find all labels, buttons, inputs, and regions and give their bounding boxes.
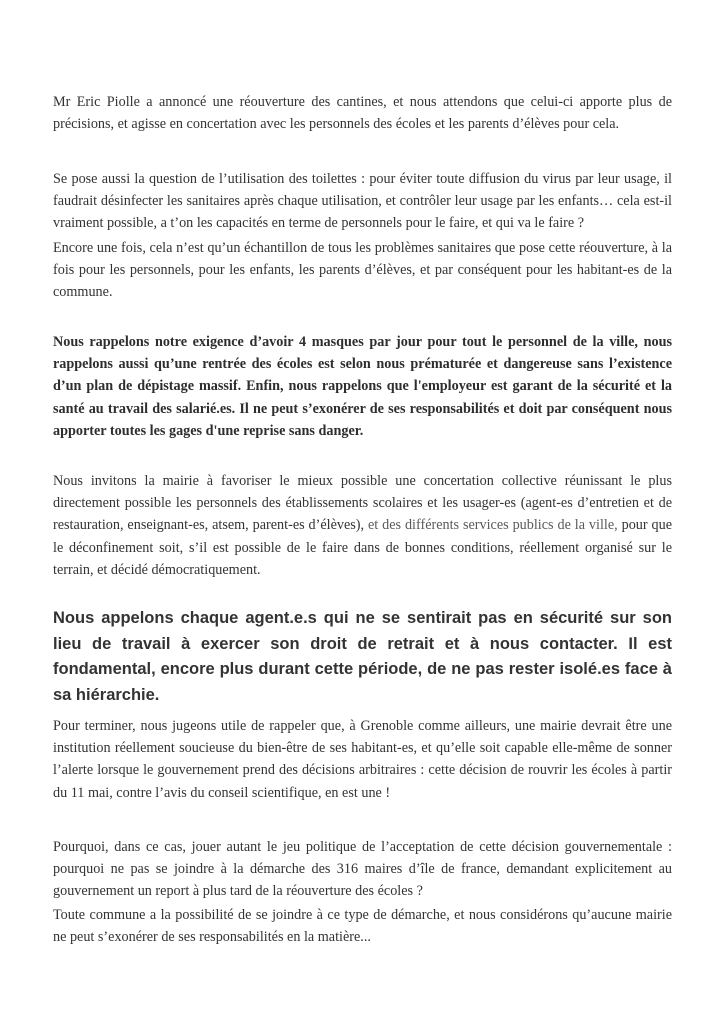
paragraph-pourquoi: Pourquoi, dans ce cas, jouer autant le jeu politique de l’acceptation de cette décision gouvernementale : pourquoi ne pas se joindre à la démarche des 316 maires d’île de france, demandant explicitement au gouvernement un report à plus tard de la réouverture des écoles ? xyxy=(53,839,672,900)
paragraph-concertation-end: pour que le déconfinement soit, s’il est possible de le faire dans de bonnes conditions, réellement organisé sur le terrain, et décidé démocratiquement. xyxy=(53,517,672,578)
paragraph-concertation-start: Nous invitons la mairie à favoriser le mieux possible une concertation collective réunissant le plus directement possible les personnels des établissements scolaires et les usager-es (agent-es d’entretien et de restauration, enseignant-es, atsem, parent-es d’élèves), xyxy=(53,473,672,534)
paragraph-droit-retrait: Nous appelons chaque agent.e.s qui ne se sentirait pas en sécurité sur son lieu de travail à exercer son droit de retrait et à nous contacter. Il est fondamental, encore plus durant cette période, de ne pas rester isolé.es face à sa hiérarchie. xyxy=(53,609,672,704)
paragraph-toute-commune: Toute commune a la possibilité de se joindre à ce type de démarche, et nous considérons qu’aucune mairie ne peut s’exonérer de ses responsabilités en la matière... xyxy=(53,907,672,946)
paragraph-toilettes: Se pose aussi la question de l’utilisation des toilettes : pour éviter toute diffusion du virus par leur usage, il faudrait désinfecter les sanitaires après chaque utilisation, et contrôler leur usage par les enfants… cela est-il vraiment possible, a t’on les capacités en terme de personnels pour le faire, et qui va le faire ? xyxy=(53,171,672,232)
paragraph-concertation-highlight: et des différents services publics de la ville, xyxy=(368,517,618,534)
paragraph-echantillon: Encore une fois, cela n’est qu’un échantillon de tous les problèmes sanitaires que pose cette réouverture, à la fois pour les personnels, pour les enfants, les parents d’élèves, et par conséquent pour les habitant-es de la commune. xyxy=(53,240,672,301)
paragraph-concertation xyxy=(53,470,672,581)
paragraph-cantines: Mr Eric Piolle a annoncé une réouverture des cantines, et nous attendons que celui-ci apporte plus de précisions, et agisse en concertation avec les personnels des écoles et les parents d’élèves pour cela. xyxy=(53,94,672,133)
paragraph-pour-terminer: Pour terminer, nous jugeons utile de rappeler que, à Grenoble comme ailleurs, une mairie devrait être une institution réellement soucieuse du bien-être de ses habitant-es, et qu’elle soit capable elle-même de sonner l’alerte lorsque le gouvernement prend des décisions arbitraires : cette décision de rouvrir les écoles à partir du 11 mai, contre l’avis du conseil scientifique, en est une ! xyxy=(53,718,672,801)
paragraph-exigence-masques: Nous rappelons notre exigence d’avoir 4 masques par jour pour tout le personnel de la ville, nous rappelons aussi qu’une rentrée des écoles est selon nous prématurée et dangereuse sans l’existence d’un plan de dépistage massif. Enfin, nous rappelons que l'employeur est garant de la sécurité et la santé au travail des salarié.es. Il ne peut s’exonérer de ses responsabilités et doit par conséquent nous apporter toutes les gages d'une reprise sans danger. xyxy=(53,334,672,439)
